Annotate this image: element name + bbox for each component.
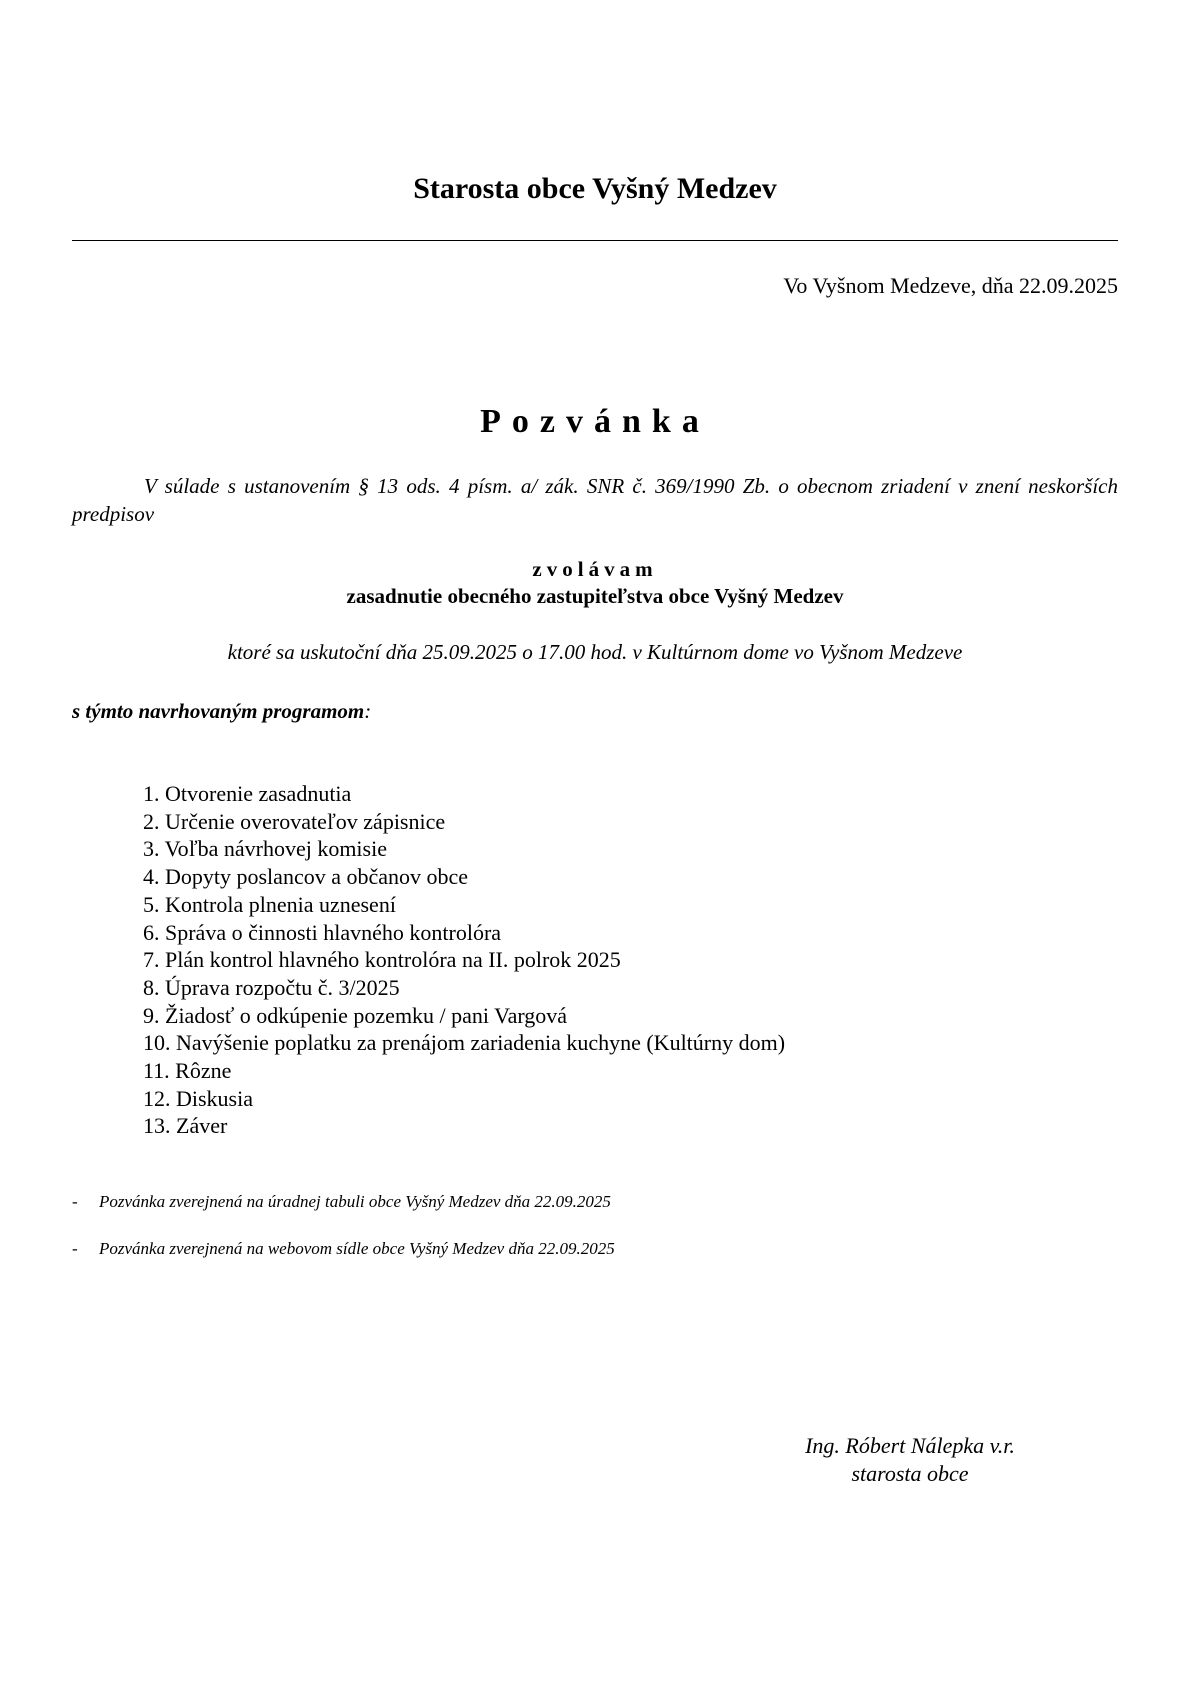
publication-notes (72, 1191, 615, 1285)
list-dash: - (72, 1192, 78, 1211)
agenda-item: 3. Voľba návrhovej komisie (143, 836, 387, 862)
agenda-item: 13. Záver (143, 1113, 228, 1139)
document-title: Pozvánka (480, 403, 710, 440)
list-dash: - (72, 1239, 78, 1258)
agenda-list (143, 780, 785, 1140)
publication-note (72, 1238, 615, 1260)
signatory-role: starosta obce (851, 1461, 969, 1486)
meeting-subject: zasadnutie obecného zastupiteľstva obce Vyšný Medzev (346, 584, 844, 608)
agenda-item: 2. Určenie overovateľov zápisnice (143, 808, 446, 834)
agenda-item: 7. Plán kontrol hlavného kontrolóra na II. polrok 2025 (143, 947, 621, 973)
agenda-item: 1. Otvorenie zasadnutia (143, 781, 352, 806)
agenda-item: 10. Navýšenie poplatku za prenájom zariadenia kuchyne (Kultúrny dom) (143, 1030, 786, 1056)
page-header-title: Starosta obce Vyšný Medzev (413, 172, 777, 205)
program-heading-text: s týmto navrhovaným programom (72, 699, 365, 723)
place-and-date: Vo Vyšnom Medzeve, dňa 22.09.2025 (783, 273, 1118, 298)
agenda-item: 4. Dopyty poslancov a občanov obce (143, 864, 469, 890)
meeting-date-and-place: ktoré sa uskutoční dňa 25.09.2025 o 17.00 hod. v Kultúrnom dome vo Vyšnom Medzeve (227, 640, 963, 664)
agenda-item: 11. Rôzne (143, 1058, 232, 1084)
publication-note-text: Pozvánka zverejnená na úradnej tabuli obce Vyšný Medzev dňa 22.09.2025 (99, 1192, 611, 1211)
legal-basis-paragraph: V súlade s ustanovením § 13 ods. 4 písm. a/ zák. SNR č. 369/1990 Zb. o obecnom zriadení v znení neskorších predpisov (72, 474, 1118, 526)
agenda-item: 8. Úprava rozpočtu č. 3/2025 (143, 974, 400, 1000)
program-heading-colon: : (364, 699, 372, 723)
agenda-item: 12. Diskusia (143, 1085, 253, 1111)
header-divider (72, 240, 1118, 241)
convene-statement: zvolávam (532, 557, 658, 581)
agenda-item: 5. Kontrola plnenia uznesení (143, 891, 396, 917)
agenda-item: 9. Žiadosť o odkúpenie pozemku / pani Vargová (143, 1002, 568, 1028)
signatory-name: Ing. Róbert Nálepka v.r. (805, 1433, 1015, 1458)
signature-block (760, 1432, 1060, 1488)
publication-note (72, 1191, 615, 1213)
publication-note-text: Pozvánka zverejnená na webovom sídle obce Vyšný Medzev dňa 22.09.2025 (99, 1239, 615, 1258)
program-heading (72, 697, 371, 725)
agenda-item: 6. Správa o činnosti hlavného kontrolóra (143, 919, 502, 945)
